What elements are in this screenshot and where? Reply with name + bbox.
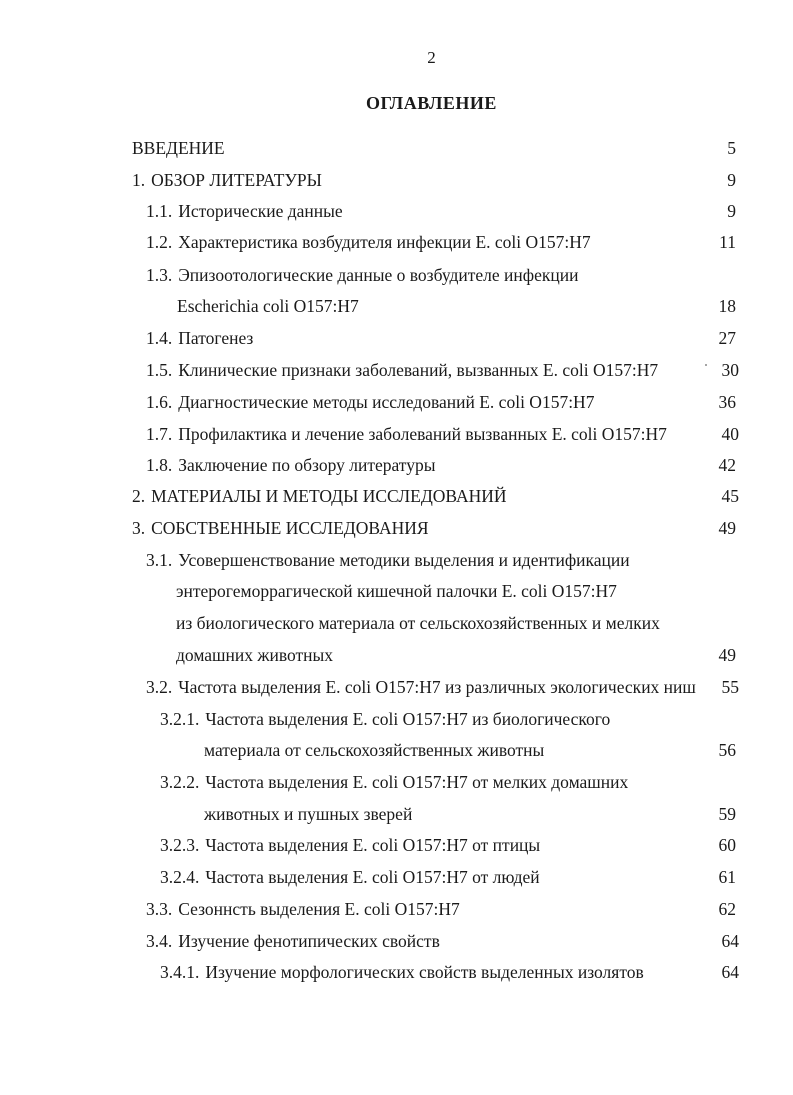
toc-entry-number: 3.3. — [146, 899, 173, 919]
toc-entry — [160, 960, 644, 984]
toc-entry-text: материала от сельскохозяйственных животны — [204, 740, 545, 760]
toc-entry-page: 56 — [718, 740, 736, 760]
toc-entry-number: 2. — [132, 486, 146, 506]
toc-entry-page: 27 — [718, 328, 736, 348]
toc-entry-text: животных и пушных зверей — [204, 804, 413, 824]
toc-entry — [132, 516, 429, 540]
toc-entry-page: 49 — [718, 518, 736, 538]
toc-entry — [132, 484, 507, 508]
toc-entry — [146, 358, 658, 382]
toc-entry-text: ВВЕДЕНИЕ — [132, 138, 225, 158]
toc-entry-number: 3.2.2. — [160, 772, 200, 792]
toc-entry — [146, 675, 696, 699]
toc-entry-page: 18 — [718, 296, 736, 316]
toc-entry-page: 59 — [718, 804, 736, 824]
toc-entry-text: Патогенез — [178, 328, 254, 348]
toc-entry-number: 1. — [132, 170, 146, 190]
toc-entry-page: 9 — [727, 201, 736, 221]
toc-entry-number: 1.6. — [146, 392, 173, 412]
toc-entry-text: из биологического материала от сельскохозяйственных и мелких — [176, 613, 660, 633]
toc-entry — [160, 707, 610, 731]
toc-entry-text: Частота выделения E. coli O157:H7 от людей — [205, 867, 540, 887]
toc-entry-text: Исторические данные — [178, 201, 343, 221]
toc-entry — [146, 929, 440, 953]
toc-entry-number: 3.2.4. — [160, 867, 200, 887]
toc-entry-text: Частота выделения E. coli O157:H7 от птицы — [205, 835, 541, 855]
table-of-contents — [0, 136, 793, 996]
toc-entry-text: ОБЗОР ЛИТЕРАТУРЫ — [151, 170, 322, 190]
toc-entry-number: 1.3. — [146, 265, 173, 285]
toc-entry-text: Характеристика возбудителя инфекции E. coli O157:H7 — [178, 232, 591, 252]
toc-entry-text: Частота выделения E. coli O157:H7 от мелких домашних — [205, 772, 629, 792]
toc-entry-page: 49 — [718, 645, 736, 665]
toc-entry-number: 3.4. — [146, 931, 173, 951]
toc-entry-text: МАТЕРИАЛЫ И МЕТОДЫ ИССЛЕДОВАНИЙ — [151, 486, 507, 506]
toc-entry — [146, 422, 667, 446]
toc-entry-page: 64 — [721, 962, 739, 982]
toc-entry-page: 36 — [718, 392, 736, 412]
toc-entry-page: 60 — [718, 835, 736, 855]
toc-entry — [204, 738, 544, 762]
toc-entry — [132, 168, 322, 192]
toc-entry-text: СОБСТВЕННЫЕ ИССЛЕДОВАНИЯ — [151, 518, 429, 538]
toc-entry-text: Изучение морфологических свойств выделенных изолятов — [205, 962, 644, 982]
toc-entry-page: 55 — [721, 677, 739, 697]
toc-entry-text: энтерогеморрагической кишечной палочки E. coli O157:H7 — [176, 581, 617, 601]
toc-entry-number: 3. — [132, 518, 146, 538]
toc-entry-page: 64 — [721, 931, 739, 951]
toc-entry — [176, 643, 333, 667]
toc-entry-text: Сезоннсть выделения E. coli O157:H7 — [178, 899, 460, 919]
toc-entry-number: 1.7. — [146, 424, 173, 444]
toc-entry-text: Клинические признаки заболеваний, вызванных E. coli O157:H7 — [178, 360, 659, 380]
toc-entry-text: Профилактика и лечение заболеваний вызванных E. coli O157:H7 — [178, 424, 667, 444]
toc-entry-page: 30 — [721, 360, 739, 380]
toc-entry — [146, 897, 460, 921]
toc-entry-number: 1.8. — [146, 455, 173, 475]
toc-entry — [160, 770, 628, 794]
toc-entry — [132, 136, 225, 160]
toc-entry-number: 1.2. — [146, 232, 173, 252]
toc-entry-page: 62 — [718, 899, 736, 919]
toc-entry-text: Частота выделения E. coli O157:H7 из различных экологических ниш — [178, 677, 696, 697]
toc-entry — [176, 611, 660, 635]
toc-entry-number: 3.2.3. — [160, 835, 200, 855]
toc-entry-text: Escherichia coli O157:H7 — [177, 296, 359, 316]
toc-entry-number: 3.2.1. — [160, 709, 200, 729]
toc-entry — [177, 294, 359, 318]
toc-entry — [146, 326, 253, 350]
toc-entry — [146, 263, 578, 287]
toc-entry — [176, 579, 617, 603]
toc-entry-text: Диагностические методы исследований E. coli O157:H7 — [178, 392, 595, 412]
toc-entry-text: Частота выделения E. coli O157:H7 из биологического — [205, 709, 611, 729]
toc-entry-page: 45 — [721, 486, 739, 506]
toc-entry-page: 11 — [719, 232, 736, 252]
toc-entry — [146, 230, 591, 254]
toc-entry-page: 9 — [727, 170, 736, 190]
toc-entry — [146, 390, 594, 414]
toc-entry — [146, 548, 630, 572]
toc-entry-text: Изучение фенотипических свойств — [178, 931, 440, 951]
toc-entry-text: Заключение по обзору литературы — [178, 455, 436, 475]
toc-entry-text: домашних животных — [176, 645, 334, 665]
toc-entry-number: 1.5. — [146, 360, 173, 380]
toc-entry-number: 1.1. — [146, 201, 173, 221]
toc-entry — [160, 865, 540, 889]
toc-entry-number: 3.4.1. — [160, 962, 200, 982]
toc-entry-text: Усовершенствование методики выделения и идентификации — [178, 550, 630, 570]
toc-title: ОГЛАВЛЕНИЕ — [366, 93, 497, 113]
toc-entry-number: 3.1. — [146, 550, 173, 570]
toc-entry-page: 40 — [721, 424, 739, 444]
toc-entry-number: 3.2. — [146, 677, 173, 697]
toc-entry — [146, 453, 435, 477]
toc-entry-text: Эпизоотологические данные о возбудителе инфекции — [178, 265, 579, 285]
toc-entry-number: 1.4. — [146, 328, 173, 348]
toc-entry-page: 42 — [718, 455, 736, 475]
toc-entry-page: 61 — [718, 867, 736, 887]
toc-entry — [204, 802, 412, 826]
page-number: 2 — [427, 48, 436, 67]
toc-entry — [160, 833, 540, 857]
toc-entry-page: 5 — [727, 138, 736, 158]
toc-entry — [146, 199, 343, 223]
